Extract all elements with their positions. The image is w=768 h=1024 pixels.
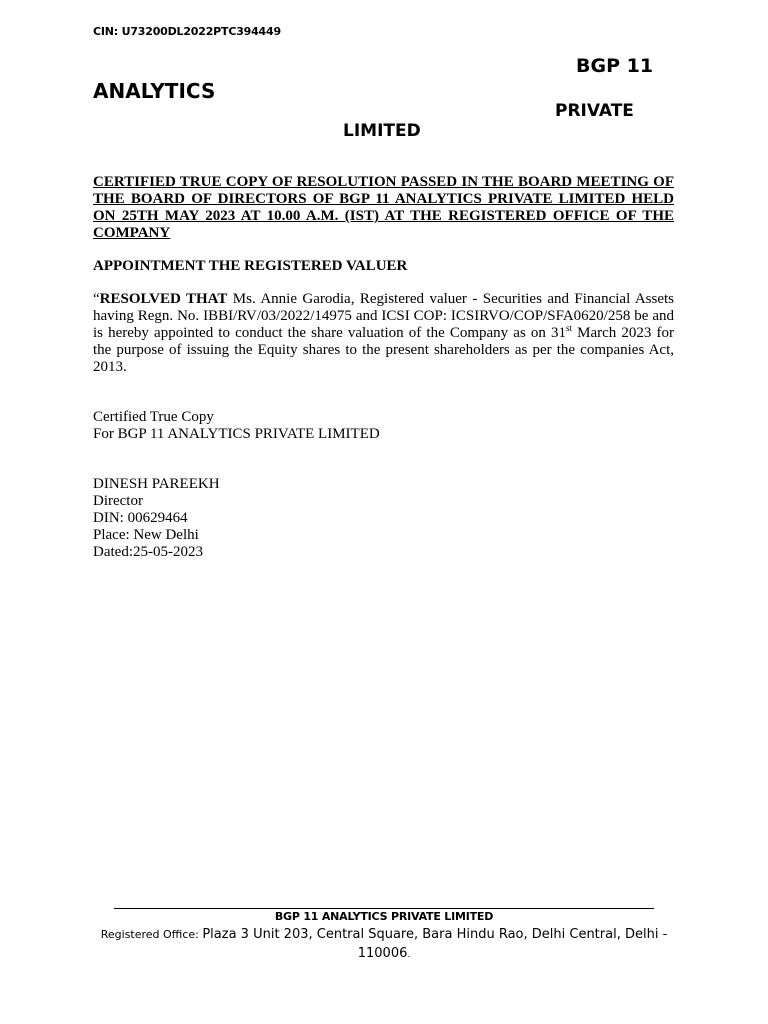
appointment-subheading: APPOINTMENT THE REGISTERED VALUER — [93, 258, 408, 274]
resolution-heading: CERTIFIED TRUE COPY OF RESOLUTION PASSED IN THE BOARD MEETING OF THE BOARD OF DIRECTORS OF BGP 11 ANALYTICS PRIVATE LIMITED HELD ON 25TH MAY 2023 AT 10.00 A.M. (IST) AT THE REGISTERED OFFICE OF THE COMPANY — [93, 174, 674, 241]
signatory-place: Place: New Delhi — [93, 527, 199, 543]
footer — [93, 910, 675, 965]
ordinal-suffix: st — [566, 323, 573, 333]
resolution-text-part2: March 2023 for the purpose of issuing the Equity shares to the present shareholders as per the companies Act, 2013. — [93, 325, 674, 375]
company-name-part-private: PRIVATE — [555, 101, 634, 121]
cin-number: CIN: U73200DL2022PTC394449 — [93, 25, 281, 38]
footer-address — [93, 925, 675, 965]
resolved-that-lead: RESOLVED THAT — [99, 291, 228, 307]
resolution-text-part1: Ms. Annie Garodia, Registered valuer - Securities and Financial Assets having Regn. No. IBBI/RV/03/2022/14975 and ICSI COP: ICSIRVO/COP/SFA0620/258 be and is hereby appointed to conduct the share valuation of the Company as on 31 — [93, 291, 674, 341]
resolution-paragraph — [93, 291, 674, 376]
signatory-block — [93, 476, 220, 561]
footer-divider — [114, 908, 654, 909]
signatory-designation: Director — [93, 493, 143, 509]
open-quote: “ — [93, 291, 100, 307]
for-company-line: For BGP 11 ANALYTICS PRIVATE LIMITED — [93, 426, 380, 442]
company-name-part-analytics: ANALYTICS — [93, 79, 216, 103]
company-name-part-limited: LIMITED — [343, 121, 421, 141]
certification-block — [93, 409, 380, 443]
footer-office-label: Registered Office: — [100, 928, 203, 941]
signatory-name: DINESH PAREEKH — [93, 476, 220, 492]
signatory-date: Dated:25-05-2023 — [93, 544, 203, 560]
footer-address-text: Plaza 3 Unit 203, Central Square, Bara Hindu Rao, Delhi Central, Delhi - 110006 — [202, 927, 668, 961]
company-name-part-bgp11: BGP 11 — [576, 55, 654, 77]
footer-company-name: BGP 11 ANALYTICS PRIVATE LIMITED — [274, 910, 494, 923]
certified-true-copy-line: Certified True Copy — [93, 409, 214, 425]
signatory-din: DIN: 00629464 — [93, 510, 188, 526]
footer-trailing-dot: . — [407, 950, 411, 960]
